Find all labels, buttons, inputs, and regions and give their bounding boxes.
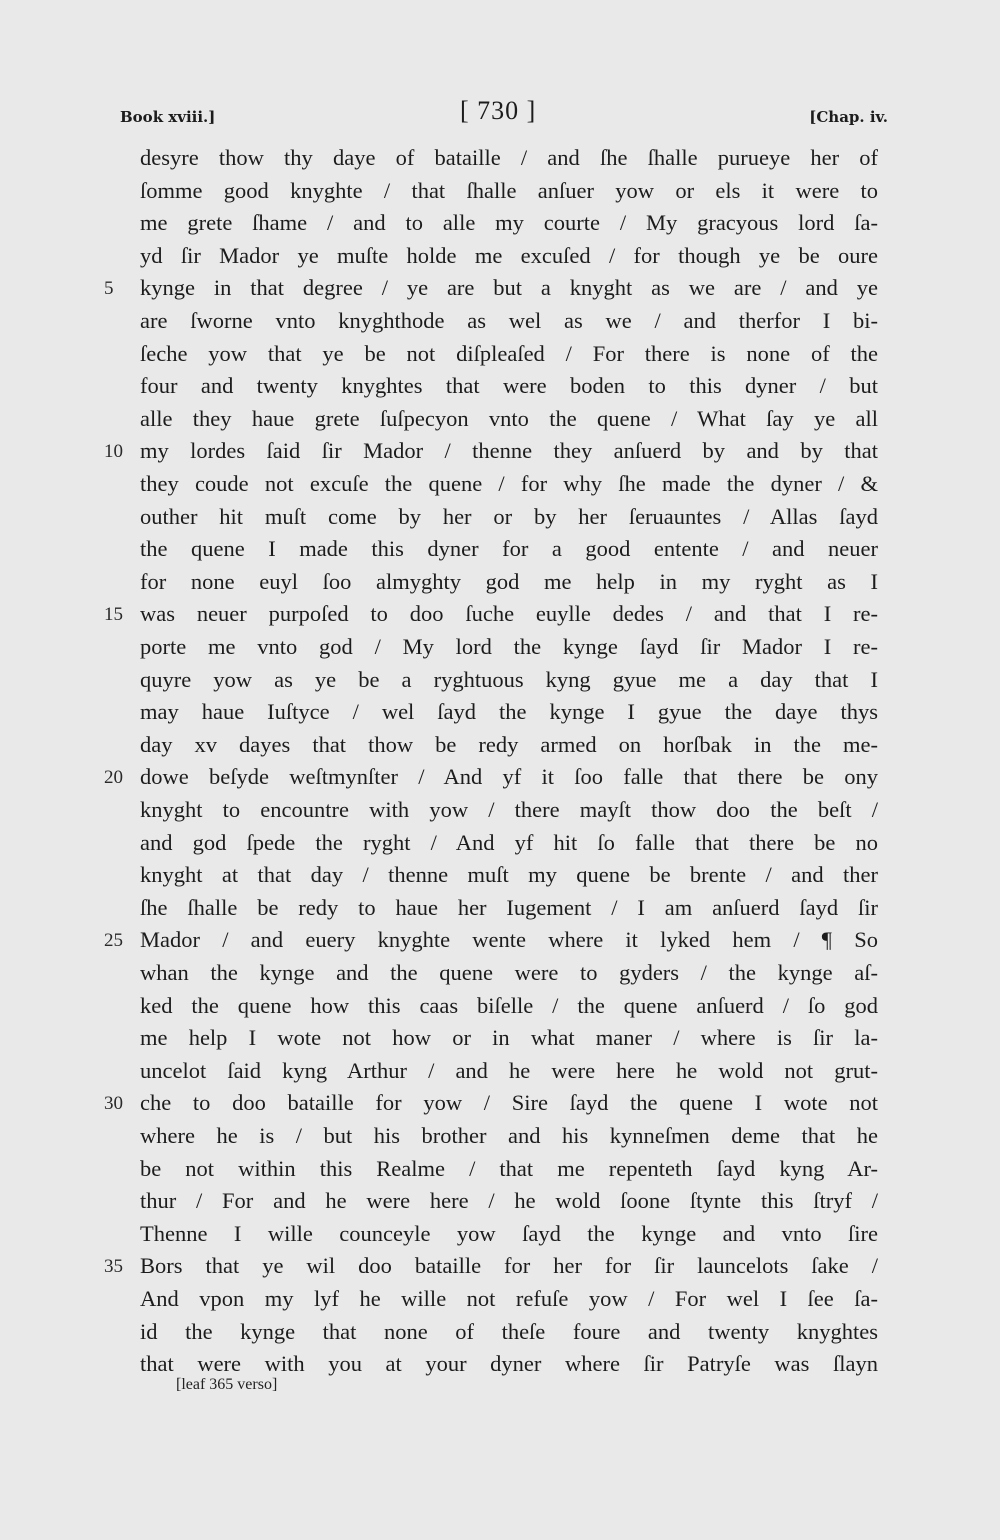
line-text: ſeche yow that ye be not diſpleaſed / For there is none of the — [140, 340, 878, 366]
text-line — [0, 1316, 1000, 1349]
line-number: 5 — [104, 278, 114, 300]
line-text: my lordes ſaid ſir Mador / thenne they anſuerd by and by that — [140, 438, 878, 464]
line-text: che to doo bataille for yow / Sire ſayd the quene I wote not — [140, 1090, 878, 1116]
text-line — [0, 631, 1000, 664]
line-text: outher hit muſt come by her or by her ſeruauntes / Allas ſayd — [140, 503, 878, 529]
text-line — [0, 1153, 1000, 1186]
line-text: porte me vnto god / My lord the kynge ſayd ſir Mador I re- — [140, 634, 878, 659]
text-line — [0, 1250, 1000, 1283]
line-text: they coude not excuſe the quene / for why ſhe made the dyner / & — [140, 471, 878, 496]
text-line — [0, 1055, 1000, 1088]
text-line — [0, 370, 1000, 403]
line-number: 10 — [104, 441, 123, 463]
running-head — [120, 96, 888, 136]
line-text: ſomme good knyghte / that ſhalle anſuer yow or els it were to — [140, 177, 878, 203]
text-line — [0, 435, 1000, 468]
text-line — [0, 1283, 1000, 1316]
text-line — [0, 1022, 1000, 1055]
book-number: Book xviii.] — [120, 108, 216, 126]
line-text: me help I wote not how or in what maner / where is ſir la- — [140, 1025, 878, 1051]
text-line — [0, 305, 1000, 338]
text-line — [0, 338, 1000, 371]
text-line — [0, 566, 1000, 599]
text-line — [0, 175, 1000, 208]
line-text: ked the quene how this caas biſelle / the quene anſuerd / ſo god — [140, 992, 878, 1018]
line-text: are ſworne vnto knyghthode as wel as we / and therfor I bi- — [140, 308, 878, 333]
line-text: And vpon my lyf he wille not refuſe yow / For wel I ſee ſa- — [140, 1286, 878, 1311]
line-number: 25 — [104, 930, 123, 952]
line-text: thur / For and he were here / he wold ſoone ſtynte this ſtryf / — [140, 1188, 878, 1214]
line-text: the quene I made this dyner for a good entente / and neuer — [140, 536, 878, 562]
line-text: knyght at that day / thenne muſt my quene be brente / and ther — [140, 862, 878, 888]
line-text: and god ſpede the ryght / And yf hit ſo falle that there be no — [140, 829, 878, 855]
line-text: Mador / and euery knyghte wente where it lyked hem / ¶ So — [140, 927, 878, 953]
line-text: yd ſir Mador ye muſte holde me excuſed / for though ye be oure — [140, 242, 878, 268]
text-line — [0, 207, 1000, 240]
line-number: 30 — [104, 1093, 123, 1115]
line-text: alle they haue grete ſuſpecyon vnto the quene / What ſay ye all — [140, 405, 878, 431]
text-line — [0, 142, 1000, 175]
line-text: desyre thow thy daye of bataille / and ſhe ſhalle purueye her of — [140, 145, 878, 170]
text-line — [0, 468, 1000, 501]
page-number: [ 730 ] — [460, 96, 537, 125]
chapter-number: [Chap. iv. — [809, 108, 888, 126]
line-text: where he is / but his brother and his kynneſmen deme that he — [140, 1123, 878, 1148]
text-line — [0, 664, 1000, 697]
text-line — [0, 990, 1000, 1023]
line-number: 15 — [104, 604, 123, 626]
text-line — [0, 501, 1000, 534]
line-text: was neuer purpoſed to doo ſuche euylle dedes / and that I re- — [140, 601, 878, 627]
text-line — [0, 827, 1000, 860]
line-text: id the kynge that none of theſe foure and twenty knyghtes — [140, 1318, 878, 1344]
text-line — [0, 1120, 1000, 1153]
line-text: knyght to encountre with yow / there mayſt thow doo the beſt / — [140, 797, 878, 822]
text-line — [0, 957, 1000, 990]
text-line — [0, 240, 1000, 273]
text-line — [0, 272, 1000, 305]
text-line — [0, 1087, 1000, 1120]
text-line — [0, 794, 1000, 827]
line-text: me grete ſhame / and to alle my courte / My gracyous lord ſa- — [140, 210, 878, 236]
line-text: whan the kynge and the quene were to gyders / the kynge aſ- — [140, 960, 878, 985]
line-text: kynge in that degree / ye are but a knyght as we are / and ye — [140, 275, 878, 301]
text-line — [0, 1185, 1000, 1218]
line-text: Bors that ye wil doo bataille for her for ſir launcelots ſake / — [140, 1253, 878, 1279]
line-text: dowe beſyde weſtmynſter / And yf it ſoo falle that there be ony — [140, 764, 878, 790]
text-line — [0, 403, 1000, 436]
line-text: may haue Iuſtyce / wel ſayd the kynge I gyue the daye thys — [140, 699, 878, 725]
text-line — [0, 729, 1000, 762]
text-line — [0, 924, 1000, 957]
line-text: quyre yow as ye be a ryghtuous kyng gyue me a day that I — [140, 666, 878, 692]
text-line — [0, 533, 1000, 566]
line-number: 35 — [104, 1256, 123, 1278]
line-text: that were with you at your dyner where ſir Patryſe was ſlayn — [140, 1351, 878, 1377]
text-line — [0, 761, 1000, 794]
text-line — [0, 892, 1000, 925]
text-line — [0, 696, 1000, 729]
text-line — [0, 859, 1000, 892]
line-number: 20 — [104, 767, 123, 789]
line-text: Thenne I wille counceyle yow ſayd the kynge and vnto ſire — [140, 1220, 878, 1246]
line-text: for none euyl ſoo almyghty god me help in my ryght as I — [140, 568, 878, 594]
text-line — [0, 1218, 1000, 1251]
leaf-note: [leaf 365 verso] — [176, 1376, 278, 1393]
text-line — [0, 598, 1000, 631]
line-text: day xv dayes that thow be redy armed on horſbak in the me- — [140, 731, 878, 757]
line-text: uncelot ſaid kyng Arthur / and he were here he wold not grut- — [140, 1057, 878, 1083]
line-text: ſhe ſhalle be redy to haue her Iugement / I am anſuerd ſayd ſir — [140, 894, 878, 920]
line-text: be not within this Realme / that me repenteth ſayd kyng Ar- — [140, 1155, 878, 1181]
line-text: four and twenty knyghtes that were boden to this dyner / but — [140, 373, 878, 399]
text-line — [0, 1348, 1000, 1381]
